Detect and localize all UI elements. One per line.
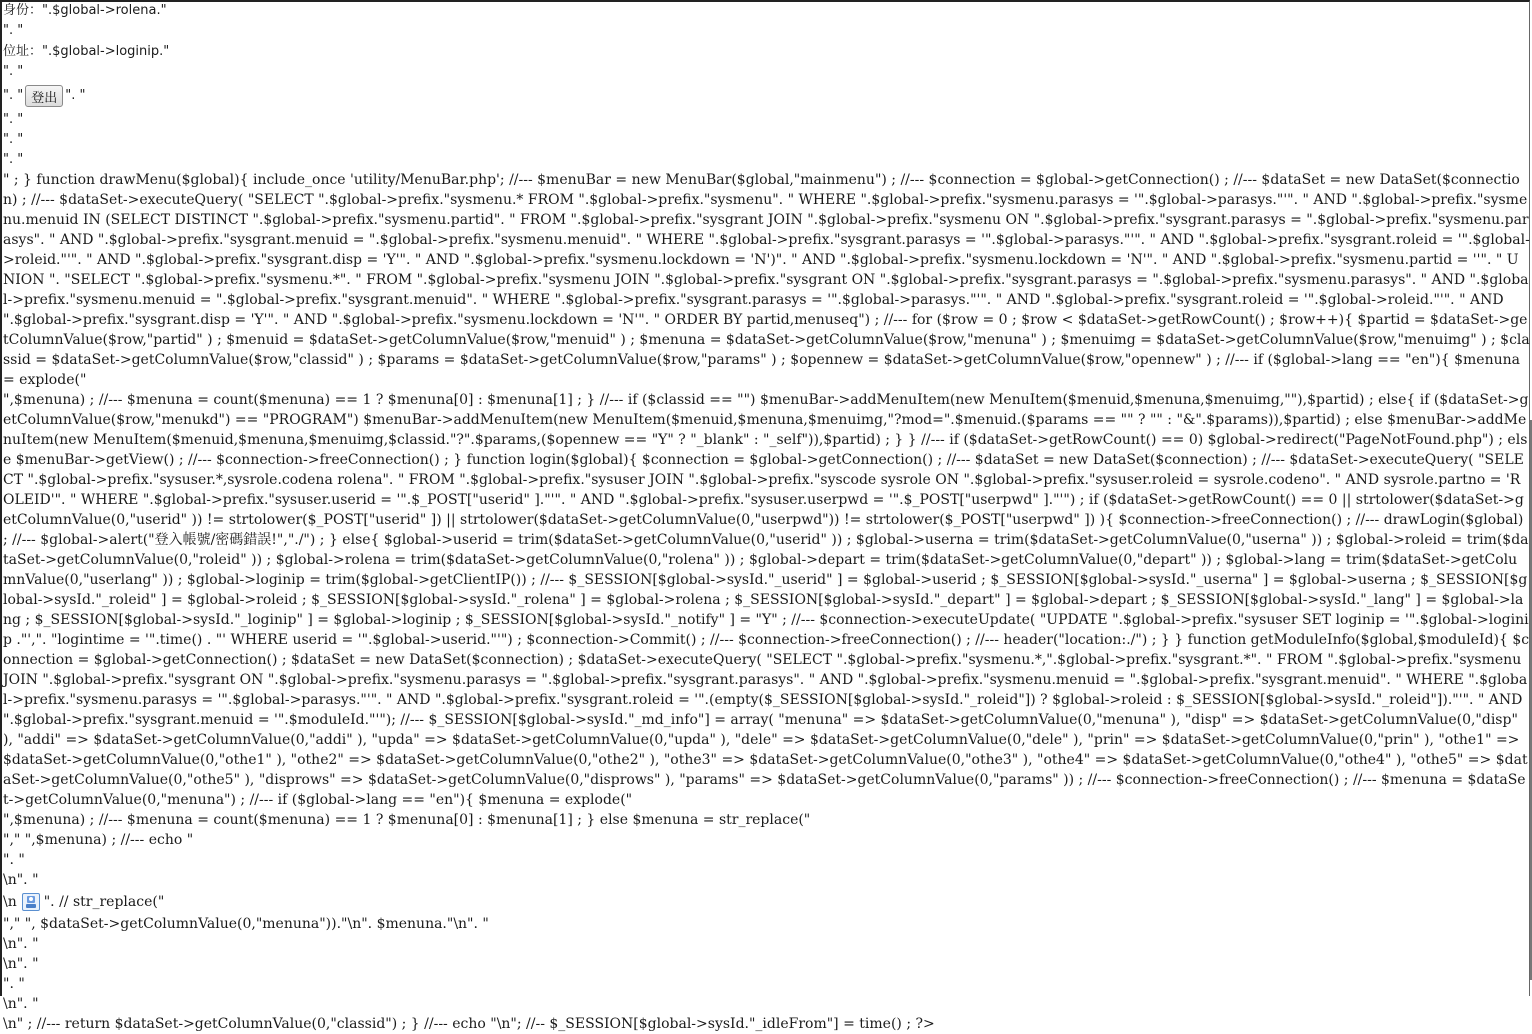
quote-fragment: \n". " [3,956,39,972]
php-source-text: " ; } function drawMenu($global){ include_once 'utility/MenuBar.php'; //--- $menuBar = new MenuBar($global,"mainmenu") ; //--- $connection = $global->getConnection() ; //--- $dataSet = new DataSet($connection) ; //--- $dataSet->executeQuery( "SELECT ".$global->prefix."sysmenu.* FROM ".$global->prefix."sysmenu". " WHERE ".$global->prefix."sysmenu.parasys = '".$global->parasys."'". " AND ".$global->prefix."sysmenu.menuid IN (SELECT DISTINCT ".$global->prefix."sysmenu.partid". " FROM ".$global->prefix."sysgrant JOIN ".$global->prefix."sysmenu ON ".$global->prefix."sysgrant.parasys = ".$global->prefix."sysmenu.parasys". " AND ".$global->prefix."sysgrant.menuid = ".$global->prefix."sysmenu.menuid". " WHERE ".$global->prefix."sysgrant.parasys = '".$global->parasys."'". " AND ".$global->prefix."sysgrant.roleid = '".$global->roleid."'". " AND ".$global->prefix."sysgrant.disp = 'Y'". " AND ".$global->prefix."sysmenu.lockdown = 'N')". " AND ".$global->prefix."sysmenu.lockdown = 'N'". " AND ".$global->prefix."sysmenu.partid = ''". " UNION ". "SELECT ".$global->prefix."sysmenu.*". " FROM ".$global->prefix."sysmenu JOIN ".$global->prefix."sysgrant ON ".$global->prefix."sysgrant.parasys = ".$global->prefix."sysmenu.parasys". " AND ".$global->prefix."sysmenu.menuid = ".$global->prefix."sysgrant.menuid". " WHERE ".$global->prefix."sysgrant.parasys = '".$global->parasys."'". " AND ".$global->prefix."sysgrant.roleid = '".$global->roleid."'". " AND ".$global->prefix."sysgrant.disp = 'Y'". " AND ".$global->prefix."sysmenu.lockdown = 'N'". " ORDER BY partid,menuseq") ; //--- for ($row = 0 ; $row < $dataSet->getRowCount() ; $row++){ $partid = $dataSet->getColumnValue($row,"partid" ) ; $menuid = $dataSet->getColumnValue($row,"menuid" ) ; $menuna = $dataSet->getColumnValue($row,"menuna" ) ; $menuimg = $dataSet->getColumnValue($row,"menuimg" ) ; $classid = $dataSet->getColumnValue($row,"classid" ) ; $params = $dataSet->getColumnValue($row,"params" ) ; $opennew = $dataSet->getColumnValue($row,"opennew" ) ; //--- if ($global->lang == "en"){ $menuna = explode(" [3,172,1530,388]
image-line [3,890,1530,914]
quote-fragment: ". " [3,132,24,147]
code-fragment: \n" ; //--- return $dataSet->getColumnValue(0,"classid") ; } //--- echo "\n"; //-- $_SESSION[$global->sysId."_idleFrom"] = time() ; ?> [3,1016,935,1032]
ip-line: 位址：".$global->loginip." [3,44,170,59]
quote-fragment: ". " [3,23,24,38]
quote-fragment: ". " [3,88,24,103]
quote-fragment: \n". " [3,996,39,1012]
quote-fragment: \n". " [3,872,39,888]
page-content [3,0,1530,1034]
code-fragment: "," ", $dataSet->getColumnValue(0,"menuna"))."\n". $menuna."\n". " [3,916,489,932]
quote-fragment: ". " [3,976,25,992]
quote-fragment: ". " [3,852,25,868]
quote-fragment: ". " [3,152,24,167]
broken-image-icon [22,893,40,911]
php-source-text: ",$menuna) ; //--- $menuna = count($menuna) == 1 ? $menuna[0] : $menuna[1] ; } else $menuna = str_replace(" [3,812,811,828]
quote-fragment: ". " [3,64,24,79]
quote-fragment: \n". " [3,936,39,952]
php-source-text: "," ",$menuna) ; //--- echo " [3,832,194,848]
code-fragment: ". // str_replace(" [43,894,165,910]
php-source-text: ",$menuna) ; //--- $menuna = count($menuna) == 1 ? $menuna[0] : $menuna[1] ; } //--- if ($classid == "") $menuBar->addMenuItem(new MenuItem($menuid,$menuna,$menuimg,""),$partid) ; else{ if ($dataSet->getColumnValue($row,"menukd") == "PROGRAM") $menuBar->addMenuItem(new MenuItem($menuid,$menuna,$menuimg,"?mod=".$menuid.($params == "" ? "" : "&".$params)),$partid) ; else $menuBar->addMenuItem(new MenuItem($menuid,$menuna,$menuimg,$classid."?".$params,($opennew == "Y" ? "_blank" : "_self")),$partid) ; } } //--- if ($dataSet->getRowCount() == 0) $global->redirect("PageNotFound.php") ; else $menuBar->getView() ; //--- $connection->freeConnection() ; } function login($global){ $connection = $global->getConnection() ; //--- $dataSet = new DataSet($connection) ; //--- $dataSet->executeQuery( "SELECT ".$global->prefix."sysuser.*,sysrole.codena rolena". " FROM ".$global->prefix."sysuser JOIN ".$global->prefix."syscode sysrole ON ".$global->prefix."sysuser.roleid = sysrole.codeno". " AND sysrole.partno = 'ROLEID'". " WHERE ".$global->prefix."sysuser.userid = '".$_POST["userid" ]."'". " AND ".$global->prefix."sysuser.userpwd = '".$_POST["userpwd" ]."'") ; if ($dataSet->getRowCount() == 0 || strtolower($dataSet->getColumnValue(0,"userid" )) != strtolower($_POST["userid" ]) || strtolower($dataSet->getColumnValue(0,"userpwd")) != strtolower($_POST["userpwd" ]) ){ $connection->freeConnection() ; //--- drawLogin($global) ; //--- $global->alert("登入帳號/密碼錯誤!","./") ; } else{ $global->userid = trim($dataSet->getColumnValue(0,"userid" )) ; $global->userna = trim($dataSet->getColumnValue(0,"userna" )) ; $global->roleid = trim($dataSet->getColumnValue(0,"roleid" )) ; $global->rolena = trim($dataSet->getColumnValue(0,"rolena" )) ; $global->depart = trim($dataSet->getColumnValue(0,"depart" )) ; $global->lang = trim($dataSet->getColumnValue(0,"userlang" )) ; $global->loginip = trim($global->getClientIP()) ; //--- $_SESSION[$global->sysId."_userid" ] = $global->userid ; $_SESSION[$global->sysId."_userna" ] = $global->userna ; $_SESSION[$global->sysId."_roleid" ] = $global->roleid ; $_SESSION[$global->sysId."_rolena" ] = $global->rolena ; $_SESSION[$global->sysId."_depart" ] = $global->depart ; $_SESSION[$global->sysId."_lang" ] = $global->lang ; $_SESSION[$global->sysId."_loginip" ] = $global->loginip ; $_SESSION[$global->sysId."_notify" ] = "Y" ; //--- $connection->executeUpdate( "UPDATE ".$global->prefix."sysuser SET loginip = '".$global->loginip ."',". "logintime = '".time() . "' WHERE userid = '".$global->userid."'") ; $connection->Commit() ; //--- $connection->freeConnection() ; //--- header("location:./") ; } } function getModuleInfo($global,$moduleId){ $connection = $global->getConnection() ; $dataSet = new DataSet($connection) ; $dataSet->executeQuery( "SELECT ".$global->prefix."sysmenu.*,".$global->prefix."sysgrant.*". " FROM ".$global->prefix."sysmenu JOIN ".$global->prefix."sysgrant ON ".$global->prefix."sysmenu.parasys = ".$global->prefix."sysgrant.parasys". " AND ".$global->prefix."sysmenu.menuid = ".$global->prefix."sysgrant.menuid". " WHERE ".$global->prefix."sysmenu.parasys = '".$global->parasys."'". " AND ".$global->prefix."sysgrant.roleid = '".(empty($_SESSION[$global->sysId."_roleid"]) ? $global->roleid : $_SESSION[$global->sysId."_roleid"])."'". " AND ".$global->prefix."sysgrant.menuid = '".$moduleId."'"); //--- $_SESSION[$global->sysId."_md_info"] = array( "menuna" => $dataSet->getColumnValue(0,"menuna" ), "disp" => $dataSet->getColumnValue(0,"disp" ), "addi" => $dataSet->getColumnValue(0,"addi" ), "upda" => $dataSet->getColumnValue(0,"upda" ), "dele" => $dataSet->getColumnValue(0,"dele" ), "prin" => $dataSet->getColumnValue(0,"prin" ), "othe1" => $dataSet->getColumnValue(0,"othe1" ), "othe2" => $dataSet->getColumnValue(0,"othe2" ), "othe3" => $dataSet->getColumnValue(0,"othe3" ), "othe4" => $dataSet->getColumnValue(0,"othe4" ), "othe5" => $dataSet->getColumnValue(0,"othe5" ), "disprows" => $dataSet->getColumnValue(0,"disprows" ), "params" => $dataSet->getColumnValue(0,"params" )) ; //--- $connection->freeConnection() ; //--- $menuna = $dataSet->getColumnValue(0,"menuna") ; //--- if ($global->lang == "en"){ $menuna = explode(" [3,392,1530,808]
quote-fragment: ". " [3,112,24,127]
role-line: 身份：".$global->rolena." [3,3,167,18]
newline-fragment: \n [3,894,17,910]
logout-button[interactable]: 登出 [25,85,63,107]
logout-row [3,82,1530,110]
quote-fragment: ". " [65,88,86,103]
